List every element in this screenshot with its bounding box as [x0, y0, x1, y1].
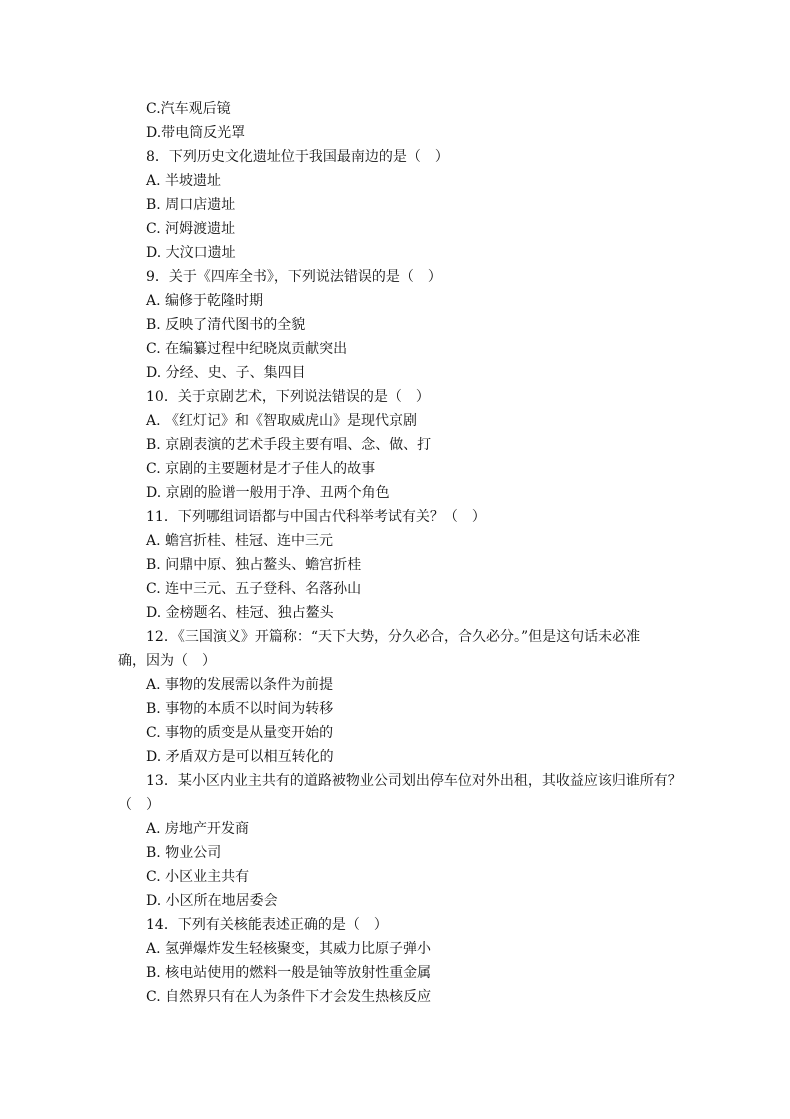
option-c-q10: C. 京剧的主要题材是才子佳人的故事	[146, 461, 376, 477]
question-9: 9．关于《四库全书》，下列说法错误的是（ ）	[146, 269, 442, 285]
option-b-q13: B. 物业公司	[146, 845, 222, 861]
option-a-q9: A. 编修于乾隆时期	[146, 293, 264, 309]
option-a-q10: A. 《红灯记》和《智取威虎山》是现代京剧	[146, 413, 418, 429]
option-c-q13: C. 小区业主共有	[146, 869, 250, 885]
question-12-continuation: 确，因为（ ）	[118, 653, 216, 669]
option-b-q8: B. 周口店遗址	[146, 197, 236, 213]
option-c-q14: C. 自然界只有在人为条件下才会发生热核反应	[146, 989, 432, 1005]
option-a-q12: A. 事物的发展需以条件为前提	[146, 677, 334, 693]
question-8: 8．下列历史文化遗址位于我国最南边的是（ ）	[146, 149, 449, 165]
option-a-q11: A. 蟾宫折桂、桂冠、连中三元	[146, 533, 334, 549]
option-d-q12: D. 矛盾双方是可以相互转化的	[146, 749, 334, 765]
option-b-q10: B. 京剧表演的艺术手段主要有唱、念、做、打	[146, 437, 432, 453]
option-c-q7: C.汽车观后镜	[146, 101, 231, 117]
question-12: 12．《三国演义》开篇称：“天下大势，分久必合，合久必分。”但是这句话未必准	[146, 629, 641, 645]
option-c-q12: C. 事物的质变是从量变开始的	[146, 725, 334, 741]
option-d-q9: D. 分经、史、子、集四目	[146, 365, 306, 381]
option-c-q8: C. 河姆渡遗址	[146, 221, 236, 237]
option-b-q11: B. 问鼎中原、独占鳌头、蟾宫折桂	[146, 557, 362, 573]
question-10: 10．关于京剧艺术，下列说法错误的是（ ）	[146, 389, 430, 405]
option-d-q7: D.带电筒反光罩	[146, 125, 246, 141]
question-11: 11．下列哪组词语都与中国古代科举考试有关？（ ）	[146, 509, 486, 525]
option-d-q11: D. 金榜题名、桂冠、独占鳌头	[146, 605, 334, 621]
option-a-q14: A. 氢弹爆炸发生轻核聚变，其威力比原子弹小	[146, 941, 432, 957]
option-d-q8: D. 大汶口遗址	[146, 245, 236, 261]
question-14: 14．下列有关核能表述正确的是（ ）	[146, 917, 388, 933]
option-b-q14: B. 核电站使用的燃料一般是铀等放射性重金属	[146, 965, 432, 981]
question-13-continuation: （ ）	[118, 797, 160, 813]
option-c-q11: C. 连中三元、五子登科、名落孙山	[146, 581, 362, 597]
question-13: 13．某小区内业主共有的道路被物业公司划出停车位对外出租，其收益应该归谁所有？	[146, 773, 682, 789]
option-c-q9: C. 在编纂过程中纪晓岚贡献突出	[146, 341, 348, 357]
option-a-q13: A. 房地产开发商	[146, 821, 250, 837]
option-b-q9: B. 反映了清代图书的全貌	[146, 317, 306, 333]
option-b-q12: B. 事物的本质不以时间为转移	[146, 701, 334, 717]
option-d-q10: D. 京剧的脸谱一般用于净、丑两个角色	[146, 485, 390, 501]
option-d-q13: D. 小区所在地居委会	[146, 893, 278, 909]
option-a-q8: A. 半坡遗址	[146, 173, 222, 189]
